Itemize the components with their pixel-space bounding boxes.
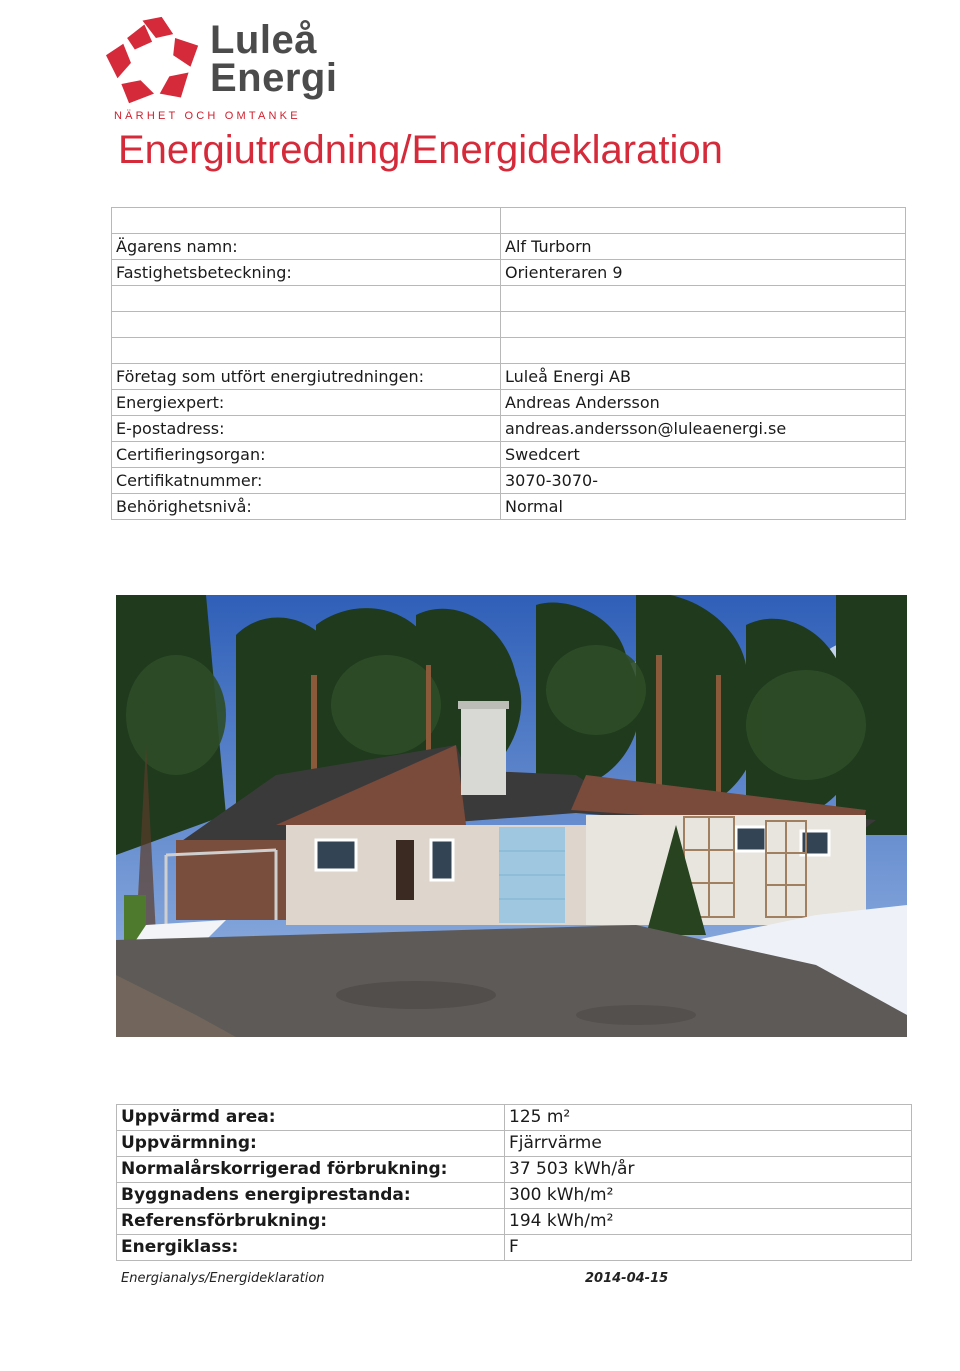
company-label: Företag som utfört energiutredningen: <box>112 364 501 390</box>
table-row <box>112 338 906 364</box>
certificate-number-label: Certifikatnummer: <box>112 468 501 494</box>
table-row <box>117 1157 912 1183</box>
energy-class-label: Energiklass: <box>117 1235 505 1261</box>
energy-expert-label: Energiexpert: <box>112 390 501 416</box>
property-info-table <box>111 207 906 520</box>
heating-label: Uppvärmning: <box>117 1131 505 1157</box>
table-row <box>117 1209 912 1235</box>
table-row <box>112 390 906 416</box>
normalized-consumption-value: 37 503 kWh/år <box>505 1157 912 1183</box>
owner-name-label: Ägarens namn: <box>112 234 501 260</box>
logo-text-line2: Energi <box>210 56 338 100</box>
energy-performance-value: 300 kWh/m² <box>505 1183 912 1209</box>
table-row <box>112 260 906 286</box>
logo-tagline: NÄRHET OCH OMTANKE <box>114 110 301 122</box>
property-designation-label: Fastighetsbeteckning: <box>112 260 501 286</box>
competence-level-value: Normal <box>501 494 906 520</box>
table-row <box>112 468 906 494</box>
reference-consumption-value: 194 kWh/m² <box>505 1209 912 1235</box>
reference-consumption-label: Referensförbrukning: <box>117 1209 505 1235</box>
email-value: andreas.andersson@luleaenergi.se <box>501 416 906 442</box>
table-row <box>112 286 906 312</box>
company-logo <box>106 14 376 124</box>
energy-expert-value: Andreas Andersson <box>501 390 906 416</box>
table-row <box>117 1183 912 1209</box>
table-row <box>112 208 906 234</box>
company-value: Luleå Energi AB <box>501 364 906 390</box>
owner-name-value: Alf Turborn <box>501 234 906 260</box>
certificate-number-value: 3070-3070- <box>501 468 906 494</box>
document-title: Energiutredning/Energideklaration <box>118 128 723 172</box>
table-row <box>117 1131 912 1157</box>
table-row <box>112 494 906 520</box>
logo-text-line1: Luleå <box>210 18 317 62</box>
table-row <box>112 416 906 442</box>
table-row <box>117 1235 912 1261</box>
table-row <box>112 312 906 338</box>
energy-performance-label: Byggnadens energiprestanda: <box>117 1183 505 1209</box>
footer-date: 2014-04-15 <box>585 1271 669 1286</box>
competence-level-label: Behörighetsnivå: <box>112 494 501 520</box>
certification-body-label: Certifieringsorgan: <box>112 442 501 468</box>
table-row <box>117 1105 912 1131</box>
house-photo <box>116 595 907 1037</box>
star-logo-icon <box>106 16 202 106</box>
table-row <box>112 442 906 468</box>
heated-area-label: Uppvärmd area: <box>117 1105 505 1131</box>
heating-value: Fjärrvärme <box>505 1131 912 1157</box>
energy-summary-table <box>116 1104 912 1261</box>
property-designation-value: Orienteraren 9 <box>501 260 906 286</box>
table-row <box>112 364 906 390</box>
email-label: E-postadress: <box>112 416 501 442</box>
energy-class-value: F <box>505 1235 912 1261</box>
house-photo-illustration <box>116 595 907 1037</box>
normalized-consumption-label: Normalårskorrigerad förbrukning: <box>117 1157 505 1183</box>
certification-body-value: Swedcert <box>501 442 906 468</box>
table-row <box>112 234 906 260</box>
footer-document-type: Energianalys/Energideklaration <box>121 1271 325 1286</box>
heated-area-value: 125 m² <box>505 1105 912 1131</box>
